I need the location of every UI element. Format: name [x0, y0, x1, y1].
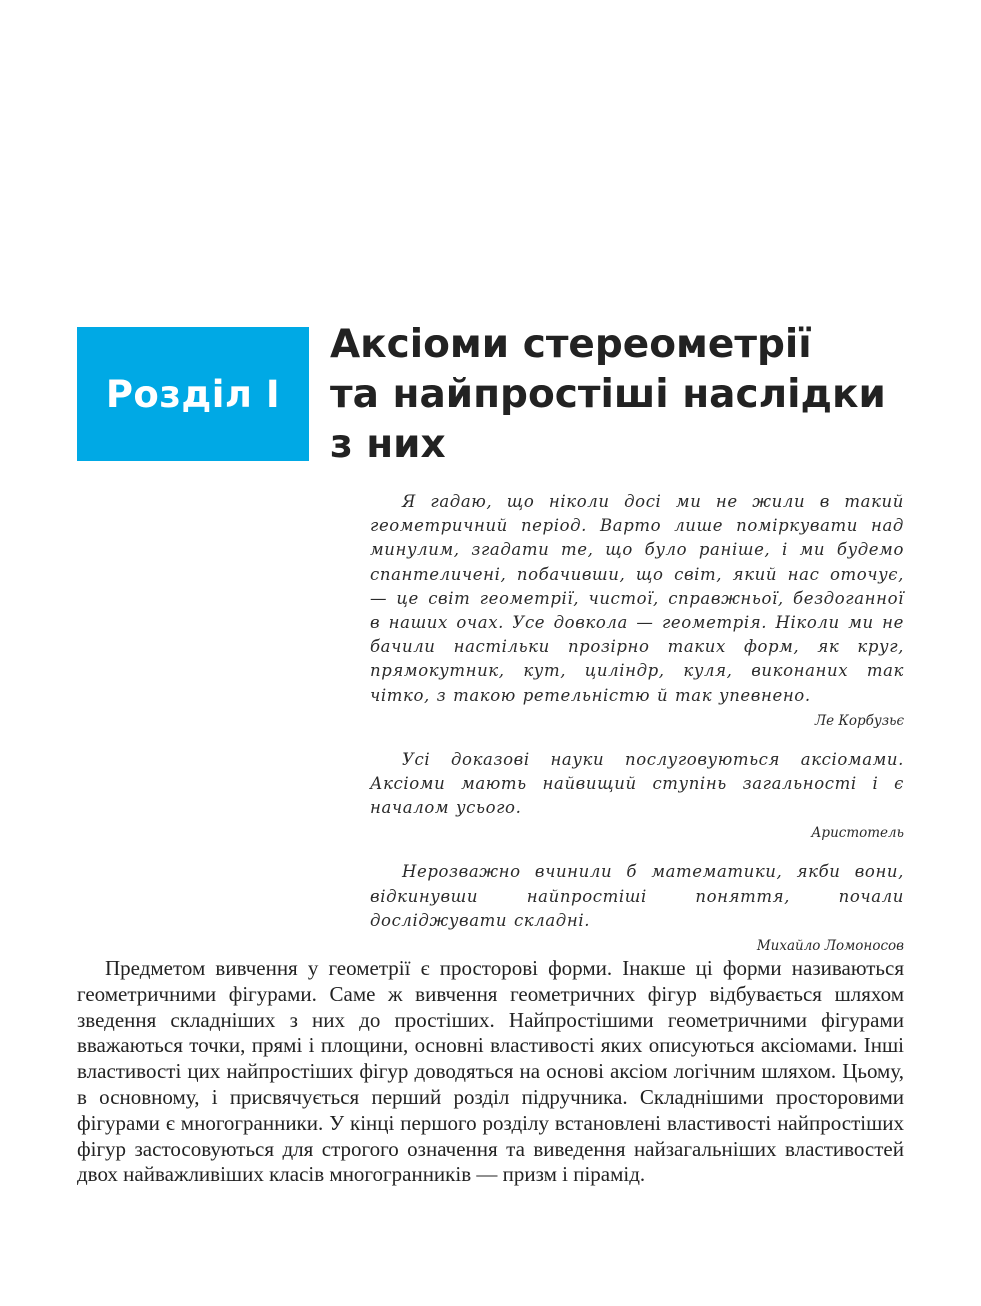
- epigraph-author: Михайло Ломоносов: [756, 938, 904, 955]
- body-paragraph: Предметом вивчення у геометрії є просторові форми. Інакше ці форми називаються геометричними фігурами. Саме ж вивчення геометричних фігур відбувається шляхом зведення складніших з них до простіших. Найпростішими геометричними фігурами вважаються точки, прямі і площини, основні властивості яких описуються аксіомами. Інші властивості цих найпростіших фігур доводяться на основі аксіом логічним шляхом. Цьому, в основному, і присвячується перший розділ підручника. Складнішими просторовими фігурами є многогранники. У кінці першого розділу встановлені властивості найпростіших фігур застосовуються для строгого означення та виведення найзагальніших властивостей двох найважливіших класів многогранників — призм і пірамід.: [77, 956, 904, 1187]
- epigraph-quote: Я гадаю, що ніколи досі ми не жили в такий геометричний період. Варто лише поміркувати над минулим, згадати те, що було раніше, і ми будемо спантеличені, побачивши, що світ, який нас оточує, — це світ геометрії, чистої, справжньої, бездоганної в наших очах. Усе довкола — геометрія. Ніколи ми не бачили настільки прозірно таких форм, як круг, прямокутник, кут, циліндр, куля, виконаних так чітко, з такою ретельністю й так упевнено.: [370, 492, 904, 705]
- epigraphs: [370, 490, 904, 973]
- chapter-title-line: з них: [330, 422, 446, 467]
- epigraph-author: Аристотель: [811, 825, 904, 842]
- chapter-title-line: Аксіоми стереометрії: [330, 322, 812, 367]
- epigraph-quote: Нерозважно вчинили б математики, якби вони, відкинувши найпростіші поняття, почали досліджувати складні.: [370, 862, 904, 930]
- epigraph-quote: Усі доказові науки послуговуються аксіомами. Аксіоми мають найвищий ступінь загальності і є началом усього.: [370, 749, 904, 818]
- chapter-label-box: [77, 327, 309, 461]
- chapter-title: [330, 320, 930, 470]
- chapter-title-line: та найпростіші наслідки: [330, 372, 886, 417]
- chapter-label: Розділ І: [105, 372, 281, 416]
- epigraph-author: Ле Корбузьє: [814, 712, 904, 729]
